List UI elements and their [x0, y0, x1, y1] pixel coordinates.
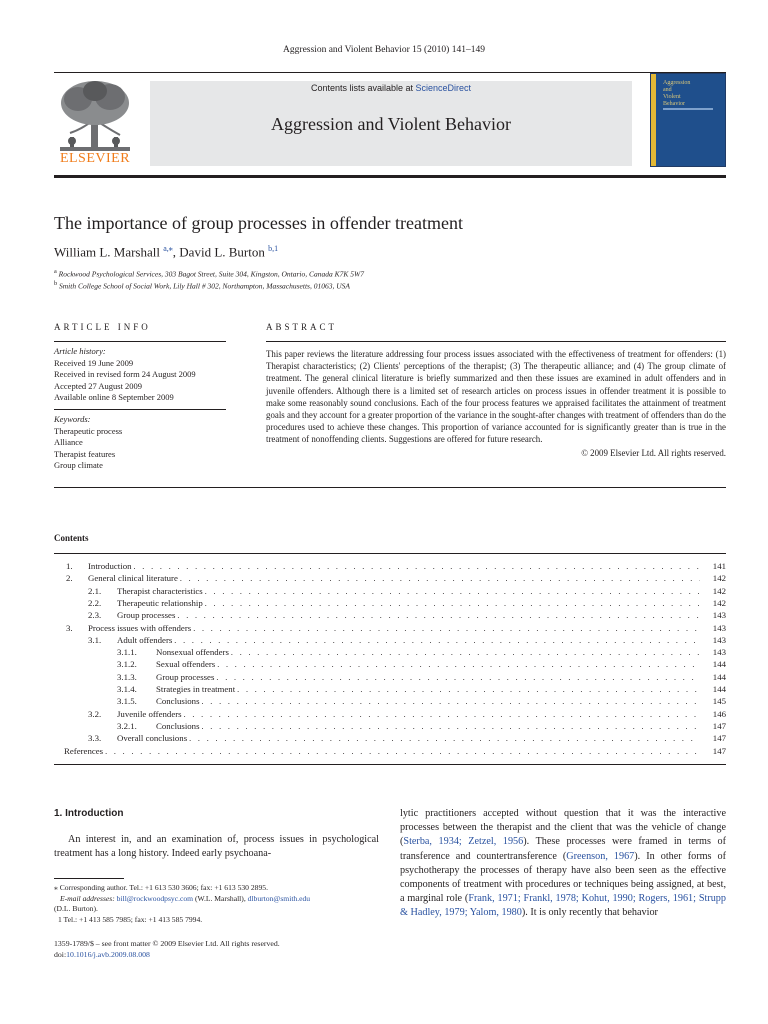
toc-leader-dots	[189, 733, 700, 745]
toc-page-number: 146	[712, 708, 726, 719]
info-divider	[54, 409, 226, 410]
toc-label: Overall conclusions	[117, 733, 188, 744]
toc-leader-dots	[202, 721, 701, 733]
abstract-text: This paper reviews the literature addressing four process issues associated with the effectiveness of treatment for offenders: (1) Therapist characteristics; (2) Clients' perceptions of the therapist; (3) The therapeutic alliance; and (4) The group climate of treatment. The general clinical literature is briefly summarized and then these issues are examined in adult offenders and in juvenile offenders. Although there is a limited set of research articles on process issues in offender treatment it is possible to make some reasonably sound conclusions. Each of the four process features we appraised facilitates the attainment of treatment goals and they account for a greater proportion of the variance in the sought-after changes with treatment of offenders than do the procedures used to achieve these changes. This proportion of variance accounted for is significantly greater than is true in the treatment of nonoffending clients. Suggestions are offered for future research.	[266, 349, 726, 445]
doi-link[interactable]: 10.1016/j.avb.2009.08.008	[66, 950, 150, 959]
author1-affiliation-link[interactable]: a,⁎	[163, 244, 173, 253]
toc-leader-dots	[105, 746, 700, 758]
keyword: Therapist features	[54, 448, 116, 459]
toc-label: References	[64, 745, 104, 756]
toc-label: Introduction	[88, 561, 132, 571]
toc-leader-dots	[193, 623, 700, 635]
toc-entry[interactable]	[54, 609, 726, 621]
toc-entry[interactable]	[54, 720, 726, 732]
toc-page-number: 143	[712, 622, 726, 633]
article-history: Article history: Received 19 June 2009 Received in revised form 24 August 2009 Accepted 27 August 2009 Available online 8 September 2009	[54, 346, 226, 404]
cover-title: Aggression and Violent Behavior	[663, 80, 691, 107]
sciencedirect-link[interactable]: ScienceDirect	[415, 83, 472, 93]
citation-link[interactable]: Sterba, 1934; Zetzel, 1956	[403, 836, 524, 848]
toc-page-number: 142	[712, 585, 726, 596]
toc-page-number: 143	[712, 610, 726, 621]
abstract-body	[266, 348, 726, 459]
intro-right-paragraph: lytic practitioners accepted without question that it was the interactive processes between the therapist and the client that was the vehicle of change (Sterba, 1934; Zetzel, 1956). These processes were framed in terms of transference and countertransference (Greenson, 1967). In other forms of psychotherapy the processes of therapy have also been seen as the effective components of treatment with procedures or techniques being assigned, at best, a marginal role (Frank, 1971; Frankl, 1978; Kohut, 1990; Rogers, 1961; Strupp & Hadley, 1979; Yalom, 1980). It is only recently that behavior	[400, 808, 727, 919]
toc-label: Process issues with offenders	[88, 622, 192, 633]
front-matter-note	[54, 938, 280, 960]
email-link-burton[interactable]: dlburton@smith.edu	[247, 893, 311, 903]
author2-affiliation-link[interactable]: b,1	[268, 244, 279, 253]
toc-entry[interactable]	[54, 560, 726, 572]
toc-leader-dots	[180, 573, 700, 585]
contents-rule-bottom	[54, 764, 726, 765]
toc-leader-dots	[237, 684, 700, 696]
toc-page-number: 144	[712, 671, 726, 682]
toc-label: Juvenile offenders	[117, 708, 182, 719]
footnote-1: 1 Tel.: +1 413 585 7985; fax: +1 413 585 7994.	[58, 914, 203, 924]
toc-entry[interactable]	[54, 597, 726, 609]
toc-label: Conclusions	[156, 696, 200, 707]
keyword: Alliance	[54, 437, 83, 448]
toc-label: Nonsexual offenders	[156, 647, 229, 658]
toc-number: 3.3.	[88, 733, 102, 744]
toc-leader-dots	[205, 598, 700, 610]
toc-number: 3.2.1.	[117, 720, 137, 731]
toc-leader-dots	[202, 696, 701, 708]
toc-label: Sexual offenders	[156, 659, 216, 670]
abstract-heading: ABSTRACT	[266, 322, 338, 332]
keyword: Therapeutic process	[54, 425, 123, 436]
toc-label: Group processes	[156, 671, 215, 682]
toc-label: General clinical literature	[88, 573, 178, 584]
toc-number: 1.	[66, 561, 73, 571]
history-accepted: Accepted 27 August 2009	[54, 380, 143, 391]
toc-leader-dots	[134, 561, 701, 573]
journal-banner	[150, 81, 632, 166]
article-info-rule	[54, 341, 226, 342]
toc-number: 3.	[66, 622, 73, 633]
toc-page-number: 147	[712, 745, 726, 756]
toc-entry[interactable]	[54, 695, 726, 707]
toc-page-number: 142	[712, 597, 726, 608]
toc-number: 2.	[66, 573, 73, 584]
footnote-corresponding: ⁎ Corresponding author. Tel.: +1 613 530 3606; fax: +1 613 530 2895.	[54, 883, 268, 892]
footnote-burton: (D.L. Burton).	[54, 904, 98, 914]
publisher-name: ELSEVIER	[59, 151, 131, 166]
journal-citation: Aggression and Violent Behavior 15 (2010) 141–149	[283, 45, 485, 55]
footnote-emails: E-mail addresses: bill@rockwoodpsyc.com (W.L. Marshall), dlburton@smith.edu	[60, 893, 311, 903]
affiliation-a: $^a$ Rockwood Psychological Services, 303 Bagot Street, Suite 304, Kingston, Ontario, Canada K7K 5W7	[54, 268, 364, 279]
doi-line: doi:10.1016/j.avb.2009.08.008	[54, 950, 150, 959]
toc-page-number: 147	[712, 720, 726, 731]
toc-label: Strategies in treatment	[156, 684, 236, 694]
toc-number: 3.1.4.	[117, 684, 137, 694]
toc-entry[interactable]	[54, 708, 726, 720]
toc-number: 2.3.	[88, 610, 102, 621]
keyword: Group climate	[54, 460, 103, 471]
toc-entry[interactable]	[54, 585, 726, 597]
toc-page-number: 142	[712, 573, 726, 584]
cover-rule	[663, 108, 713, 110]
section-heading-introduction: 1. Introduction	[54, 808, 124, 819]
toc-leader-dots	[217, 659, 700, 671]
footnote-rule	[54, 878, 124, 879]
toc-page-number: 144	[712, 659, 726, 670]
abstract-copyright: © 2009 Elsevier Ltd. All rights reserved.	[581, 447, 726, 458]
toc-leader-dots	[177, 610, 700, 622]
toc-page-number: 145	[712, 696, 726, 707]
toc-label: Conclusions	[156, 720, 200, 731]
keywords-block: Keywords: Therapeutic process Alliance Therapist features Group climate	[54, 414, 226, 472]
toc-entry[interactable]	[54, 572, 726, 584]
toc-entry[interactable]	[54, 683, 726, 695]
toc-entry[interactable]	[54, 745, 726, 757]
contents-available-line: Contents lists available at ScienceDirect	[310, 83, 472, 93]
journal-name: Aggression and Violent Behavior	[270, 114, 512, 134]
author-marshall: William L. Marshall	[54, 244, 160, 260]
masthead	[54, 72, 726, 178]
toc-entry[interactable]	[54, 671, 726, 683]
toc-page-number: 144	[712, 684, 726, 694]
toc-entry[interactable]	[54, 732, 726, 744]
toc-label: Therapist characteristics	[117, 585, 203, 596]
toc-leader-dots	[205, 586, 700, 598]
history-revised: Received in revised form 24 August 2009	[54, 369, 196, 380]
intro-left-paragraph: An interest in, and an examination of, process issues in psychological treatment has a long history. Indeed early psychoana-	[54, 834, 379, 860]
toc-leader-dots	[184, 709, 700, 721]
article-title: The importance of group processes in offender treatment	[54, 213, 464, 233]
cover-strip	[651, 74, 656, 166]
toc-number: 2.2.	[88, 597, 102, 608]
author-burton: David L. Burton	[179, 244, 265, 260]
toc-entry[interactable]	[54, 622, 726, 634]
toc-leader-dots	[174, 635, 700, 647]
footnotes	[54, 883, 384, 925]
toc-entry[interactable]	[54, 658, 726, 670]
email-link-marshall[interactable]: bill@rockwoodpsyc.com	[116, 893, 194, 903]
toc-entry[interactable]	[54, 646, 726, 658]
contents-title: Contents	[54, 533, 89, 543]
toc-number: 3.1.2.	[117, 659, 137, 670]
contents-rule-top	[54, 553, 726, 554]
toc-label: Group processes	[117, 610, 176, 621]
toc-number: 3.2.	[88, 708, 102, 719]
toc-label: Therapeutic relationship	[117, 597, 203, 608]
citation-link[interactable]: Frank, 1971; Frankl, 1978; Kohut, 1990; Rogers, 1961; Strupp & Hadley, 1979; Yalom, 1980	[400, 893, 726, 919]
toc-number: 3.1.	[88, 634, 102, 645]
citation-link[interactable]: Greenson, 1967	[566, 850, 635, 862]
toc-page-number: 143	[712, 647, 726, 658]
history-online: Available online 8 September 2009	[54, 392, 174, 403]
toc-number: 3.1.5.	[117, 696, 137, 707]
abstract-rule	[266, 341, 726, 342]
toc-entry[interactable]	[54, 634, 726, 646]
issn-line: 1359-1789/$ – see front matter © 2009 Elsevier Ltd. All rights reserved.	[54, 939, 280, 948]
toc-page-number: 147	[712, 733, 726, 744]
toc-number: 2.1.	[88, 585, 102, 596]
toc-label: Adult offenders	[117, 634, 173, 645]
toc-page-number: 143	[712, 634, 726, 645]
toc-leader-dots	[216, 672, 700, 684]
article-info-heading: ARTICLE INFO	[54, 322, 151, 332]
toc-number: 3.1.1.	[117, 647, 137, 658]
affiliation-b: $^b$ Smith College School of Social Work, Lily Hall # 302, Northampton, Massachusetts, 01063, USA	[54, 280, 350, 291]
journal-cover-thumbnail[interactable]	[650, 73, 726, 167]
toc-page-number: 141	[712, 561, 726, 571]
toc-number: 3.1.3.	[117, 671, 137, 682]
front-matter-rule	[54, 487, 726, 488]
history-received: Received 19 June 2009	[54, 357, 134, 368]
author-list: William L. Marshall $^{a,⁎}$, David L. Burton $^{b,1}$	[54, 244, 279, 260]
toc-leader-dots	[231, 647, 700, 659]
